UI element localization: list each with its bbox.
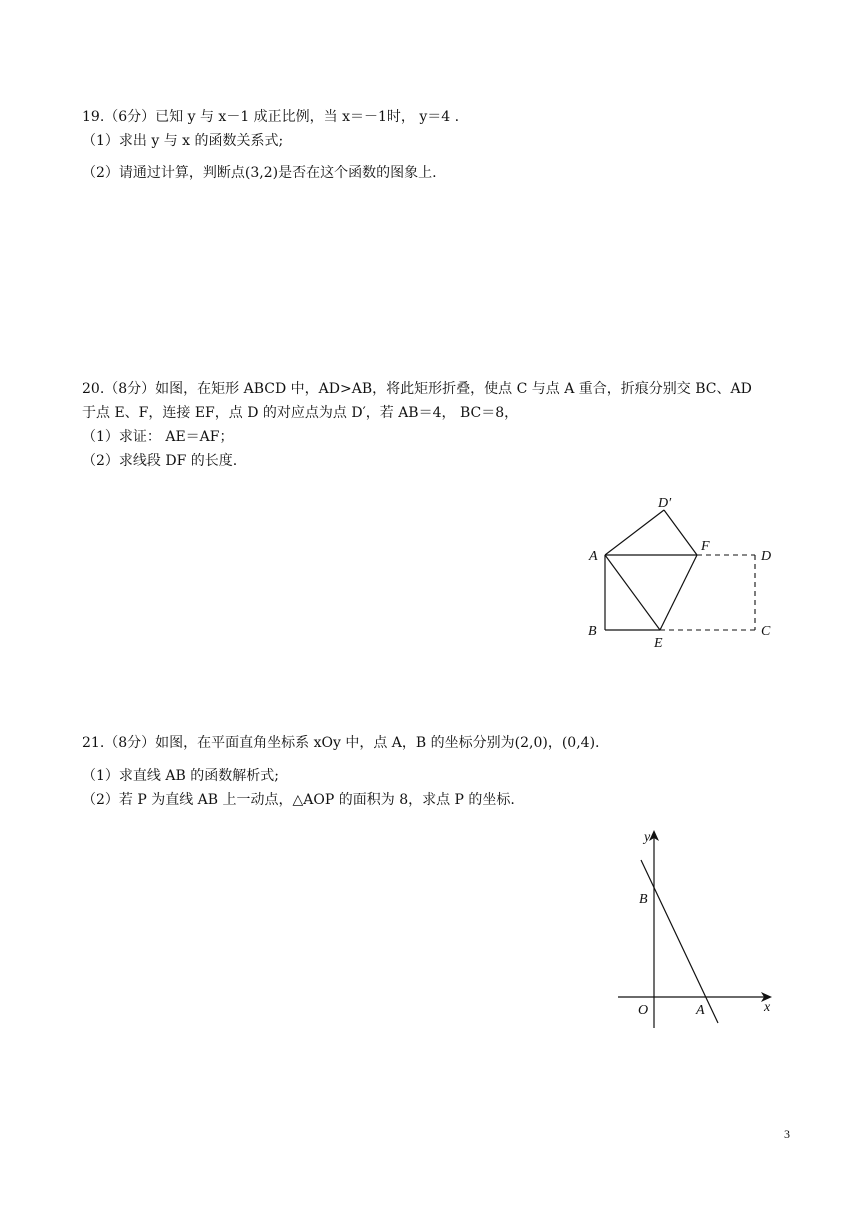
q19-part-2: （2）请通过计算，判断点(3,2)是否在这个函数的图象上. (82, 165, 437, 181)
label-D: D (761, 549, 772, 564)
page-number: 3 (784, 1127, 790, 1141)
segment-AE (605, 555, 660, 630)
q20-part-2: （2）求线段 DF 的长度. (82, 453, 238, 469)
q21-stem: 21.（8分）如图，在平面直角坐标系 xOy 中，点 A，B 的坐标分别为(2,0)，(0,4). (82, 735, 600, 751)
label-C: C (761, 624, 771, 639)
q19-part-1: （1）求出 y 与 x 的函数关系式; (82, 133, 284, 149)
line-AB (641, 860, 718, 1023)
q20-figure (580, 490, 790, 655)
q20-stem-line-1: 20.（8分）如图，在矩形 ABCD 中，AD>AB，将此矩形折叠，使点 C 与点 A 重合，折痕分别交 BC、AD (82, 381, 752, 397)
q20-part-1: （1）求证： AE＝AF； (82, 429, 234, 445)
label-O: O (638, 1003, 649, 1018)
label-B: B (639, 892, 648, 907)
q21-part-1: （1）求直线 AB 的函数解析式; (82, 768, 279, 784)
label-D-prime: D′ (658, 496, 672, 511)
label-x: x (764, 1000, 771, 1015)
segment-AD-prime (605, 510, 664, 555)
q21-figure (610, 825, 790, 1035)
q19-stem: 19.（6分）已知 y 与 x－1 成正比例，当 x＝－1时， y＝4 . (82, 109, 460, 125)
segment-D-prime-F (664, 510, 697, 555)
q20-stem-line-2: 于点 E、F，连接 EF，点 D 的对应点为点 D′，若 AB＝4， BC＝8， (82, 405, 519, 421)
label-A: A (696, 1003, 705, 1018)
label-y: y (644, 830, 651, 845)
label-B: B (588, 624, 597, 639)
label-E: E (654, 636, 663, 651)
label-F: F (701, 539, 710, 554)
segment-EF (660, 555, 697, 630)
q21-part-2: （2）若 P 为直线 AB 上一动点，△AOP 的面积为 8，求点 P 的坐标. (82, 792, 515, 808)
label-A: A (589, 549, 598, 564)
